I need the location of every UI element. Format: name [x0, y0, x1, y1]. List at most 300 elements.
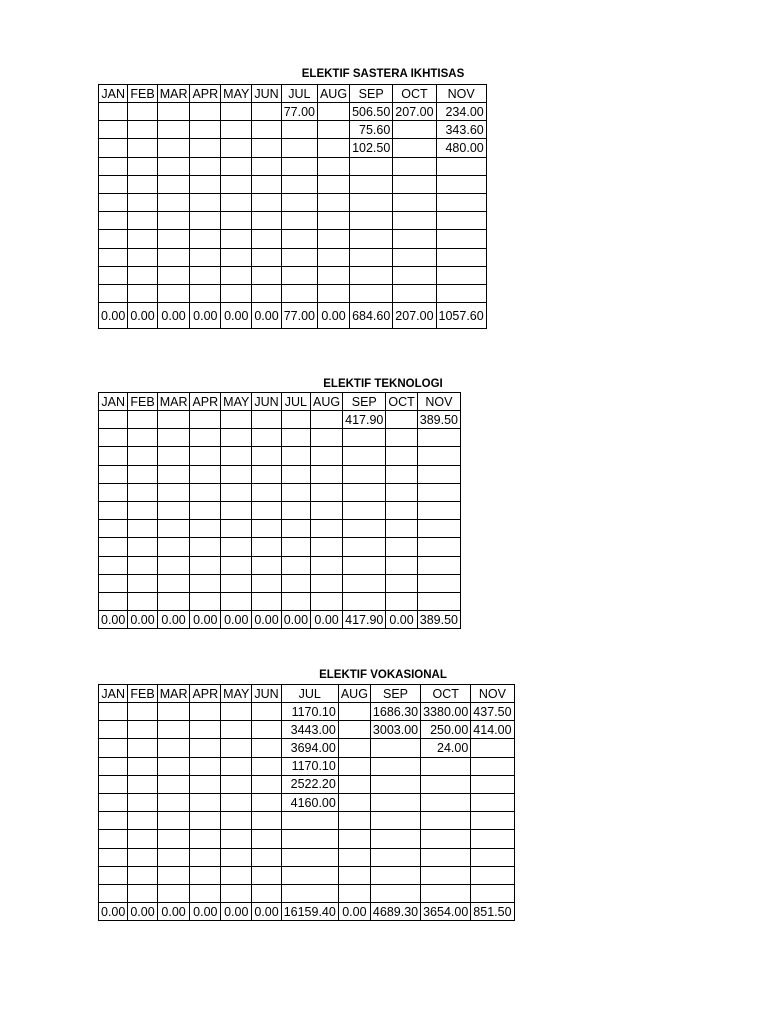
- table-cell: [221, 157, 252, 175]
- table-cell: [128, 230, 157, 248]
- table-cell: [128, 848, 157, 866]
- table-cell: [393, 248, 436, 266]
- table-cell: [99, 848, 128, 866]
- table-cell: [252, 884, 281, 902]
- table-cell: [221, 284, 252, 302]
- table-cell: [471, 866, 514, 884]
- table-cell: [252, 848, 281, 866]
- table-cell: [252, 501, 281, 519]
- table-cell: [417, 520, 460, 538]
- table-cell: [157, 848, 190, 866]
- table-cell: [252, 411, 281, 429]
- table-cell: [343, 465, 386, 483]
- table-cell: [128, 284, 157, 302]
- table-cell: [417, 465, 460, 483]
- table-cell: [190, 139, 221, 157]
- table-cell: [311, 429, 343, 447]
- table-cell: [252, 757, 281, 775]
- table-cell: [99, 284, 128, 302]
- table-cell: [128, 574, 157, 592]
- table-cell: [252, 103, 281, 121]
- column-header-apr: APR: [190, 685, 221, 703]
- table-cell: [99, 266, 128, 284]
- table-cell: 207.00: [393, 103, 436, 121]
- table-cell: [221, 501, 252, 519]
- total-cell: 0.00: [157, 303, 190, 329]
- column-header-jan: JAN: [99, 393, 128, 411]
- table-cell: [157, 139, 190, 157]
- table-cell: [436, 175, 486, 193]
- table-cell: [370, 830, 420, 848]
- table-cell: [393, 284, 436, 302]
- table-cell: [421, 830, 471, 848]
- column-header-apr: APR: [190, 393, 221, 411]
- table-cell: [421, 866, 471, 884]
- table-cell: [386, 520, 417, 538]
- table-cell: [157, 793, 190, 811]
- total-cell: 0.00: [252, 303, 281, 329]
- column-header-sep: SEP: [350, 85, 393, 103]
- table-cell: [281, 157, 317, 175]
- table-cell: [417, 574, 460, 592]
- table-cell: [157, 830, 190, 848]
- table-cell: [157, 520, 190, 538]
- table-cell: [393, 157, 436, 175]
- table-cell: [190, 775, 221, 793]
- table-cell: [157, 721, 190, 739]
- total-cell: 389.50: [417, 611, 460, 629]
- table-cell: [190, 175, 221, 193]
- table-cell: [190, 483, 221, 501]
- table-cell: [338, 812, 370, 830]
- table-cell: [221, 139, 252, 157]
- table-cell: [99, 739, 128, 757]
- table-cell: 3443.00: [281, 721, 338, 739]
- table-cell: [99, 775, 128, 793]
- table-cell: [128, 248, 157, 266]
- table-cell: [436, 248, 486, 266]
- table-cell: [338, 739, 370, 757]
- table-cell: [421, 812, 471, 830]
- table-cell: [317, 266, 349, 284]
- table-cell: [393, 139, 436, 157]
- table-cell: [343, 538, 386, 556]
- column-header-jan: JAN: [99, 85, 128, 103]
- table-cell: 414.00: [471, 721, 514, 739]
- table-cell: [190, 447, 221, 465]
- table-cell: 1686.30: [370, 703, 420, 721]
- table-cell: [393, 230, 436, 248]
- table-cell: [281, 230, 317, 248]
- total-cell: 77.00: [281, 303, 317, 329]
- table-cell: 480.00: [436, 139, 486, 157]
- table-cell: 1170.10: [281, 757, 338, 775]
- header-row: [99, 393, 461, 411]
- table-cell: [190, 212, 221, 230]
- table-cell: [190, 121, 221, 139]
- table-cell: 343.60: [436, 121, 486, 139]
- table-cell: 506.50: [350, 103, 393, 121]
- table-cell: 3003.00: [370, 721, 420, 739]
- total-cell: 0.00: [311, 611, 343, 629]
- table-cell: [99, 830, 128, 848]
- table-cell: [157, 501, 190, 519]
- table-row: [99, 556, 461, 574]
- table-cell: [190, 411, 221, 429]
- table-cell: [99, 812, 128, 830]
- total-cell: 16159.40: [281, 903, 338, 921]
- column-header-nov: NOV: [471, 685, 514, 703]
- table-cell: [317, 212, 349, 230]
- table-cell: [393, 175, 436, 193]
- table-cell: [421, 884, 471, 902]
- table-cell: [281, 538, 310, 556]
- table-cell: [317, 175, 349, 193]
- table-cell: [99, 230, 128, 248]
- table-cell: [252, 538, 281, 556]
- table-cell: [128, 775, 157, 793]
- table-cell: [386, 429, 417, 447]
- table-cell: [99, 884, 128, 902]
- table-cell: [338, 830, 370, 848]
- table-cell: [252, 212, 281, 230]
- table-cell: [190, 266, 221, 284]
- table-cell: 2522.20: [281, 775, 338, 793]
- table-cell: [221, 812, 252, 830]
- table-cell: [281, 592, 310, 610]
- table-cell: [338, 757, 370, 775]
- table-cell: [317, 193, 349, 211]
- table-row: [99, 703, 515, 721]
- table-cell: [436, 193, 486, 211]
- table-cell: 437.50: [471, 703, 514, 721]
- table-cell: [128, 812, 157, 830]
- total-cell: 0.00: [157, 903, 190, 921]
- table-cell: [221, 520, 252, 538]
- table-cell: [221, 465, 252, 483]
- total-cell: 0.00: [128, 303, 157, 329]
- table-cell: [99, 556, 128, 574]
- table-cell: [343, 447, 386, 465]
- table-cell: [99, 175, 128, 193]
- table-cell: [221, 866, 252, 884]
- table-cell: [157, 230, 190, 248]
- total-cell: 0.00: [252, 611, 281, 629]
- table-cell: [128, 139, 157, 157]
- table-cell: [421, 757, 471, 775]
- table-cell: [281, 830, 338, 848]
- table-cell: [311, 538, 343, 556]
- table-title: ELEKTIF TEKNOLOGI: [323, 378, 443, 390]
- column-header-oct: OCT: [386, 393, 417, 411]
- table-cell: [190, 703, 221, 721]
- total-cell: 0.00: [99, 903, 128, 921]
- table-cell: [157, 465, 190, 483]
- table-cell: [252, 465, 281, 483]
- table-cell: [317, 139, 349, 157]
- table-cell: [417, 447, 460, 465]
- table-row: [99, 266, 487, 284]
- table-cell: [317, 157, 349, 175]
- table-cell: [343, 520, 386, 538]
- total-cell: 0.00: [99, 303, 128, 329]
- table-cell: [190, 538, 221, 556]
- table-row: [99, 103, 487, 121]
- table-row: [99, 193, 487, 211]
- table-cell: [350, 157, 393, 175]
- table-cell: [343, 556, 386, 574]
- table-cell: [311, 574, 343, 592]
- table-cell: [281, 866, 338, 884]
- table-cell: [190, 721, 221, 739]
- column-header-may: MAY: [221, 85, 252, 103]
- table-cell: [281, 884, 338, 902]
- table-cell: [471, 884, 514, 902]
- table-row: [99, 465, 461, 483]
- table-cell: [338, 848, 370, 866]
- table-cell: [471, 757, 514, 775]
- total-cell: 3654.00: [421, 903, 471, 921]
- table-cell: [128, 556, 157, 574]
- column-header-jul: JUL: [281, 393, 310, 411]
- table-cell: [386, 556, 417, 574]
- table-cell: [252, 230, 281, 248]
- table-cell: [252, 556, 281, 574]
- table-cell: [252, 429, 281, 447]
- table-cell: [317, 121, 349, 139]
- table-cell: [281, 520, 310, 538]
- column-header-aug: AUG: [317, 85, 349, 103]
- table-row: [99, 775, 515, 793]
- data-table: [98, 684, 515, 921]
- table-cell: [157, 193, 190, 211]
- table-cell: [128, 739, 157, 757]
- table-cell: [471, 830, 514, 848]
- table-cell: 234.00: [436, 103, 486, 121]
- table-row: [99, 411, 461, 429]
- table-cell: [99, 447, 128, 465]
- table-cell: [252, 157, 281, 175]
- table-cell: [221, 884, 252, 902]
- table-cell: [417, 538, 460, 556]
- table-cell: [128, 703, 157, 721]
- table-cell: [99, 703, 128, 721]
- total-cell: 0.00: [281, 611, 310, 629]
- table-cell: [157, 556, 190, 574]
- table-cell: [311, 483, 343, 501]
- column-header-oct: OCT: [421, 685, 471, 703]
- table-cell: [128, 193, 157, 211]
- table-cell: [128, 103, 157, 121]
- table-cell: [281, 501, 310, 519]
- table-cell: [221, 574, 252, 592]
- table-row: [99, 793, 515, 811]
- table-cell: [436, 157, 486, 175]
- table-cell: [252, 193, 281, 211]
- column-header-may: MAY: [221, 393, 252, 411]
- table-cell: [350, 175, 393, 193]
- table-row: [99, 866, 515, 884]
- table-cell: [370, 793, 420, 811]
- table-cell: [386, 538, 417, 556]
- table-cell: [221, 483, 252, 501]
- table-cell: [221, 703, 252, 721]
- table-cell: [221, 193, 252, 211]
- table-cell: [417, 592, 460, 610]
- column-header-feb: FEB: [128, 393, 157, 411]
- table-cell: [128, 501, 157, 519]
- table-cell: [386, 411, 417, 429]
- table-cell: [190, 520, 221, 538]
- table-cell: [221, 103, 252, 121]
- table-cell: [370, 739, 420, 757]
- table-cell: [471, 793, 514, 811]
- table-cell: [386, 592, 417, 610]
- table-cell: [281, 248, 317, 266]
- table-cell: [343, 429, 386, 447]
- table-cell: [221, 175, 252, 193]
- table-cell: [252, 830, 281, 848]
- table-cell: 77.00: [281, 103, 317, 121]
- table-cell: [350, 193, 393, 211]
- table-row: [99, 830, 515, 848]
- total-cell: 4689.30: [370, 903, 420, 921]
- table-cell: [436, 230, 486, 248]
- table-cell: [221, 212, 252, 230]
- table-cell: [128, 121, 157, 139]
- table-cell: [221, 793, 252, 811]
- totals-row: [99, 303, 487, 329]
- table-cell: [99, 121, 128, 139]
- table-cell: [471, 848, 514, 866]
- table-cell: [338, 703, 370, 721]
- table-cell: [421, 848, 471, 866]
- table-cell: [190, 284, 221, 302]
- table-cell: [281, 429, 310, 447]
- table-row: [99, 483, 461, 501]
- table-cell: [157, 884, 190, 902]
- total-cell: 684.60: [350, 303, 393, 329]
- table-cell: [190, 574, 221, 592]
- table-cell: [350, 230, 393, 248]
- header-row: [99, 85, 487, 103]
- table-cell: [281, 411, 310, 429]
- table-cell: [221, 830, 252, 848]
- table-cell: [252, 574, 281, 592]
- table-cell: [317, 284, 349, 302]
- table-cell: [99, 592, 128, 610]
- column-header-feb: FEB: [128, 685, 157, 703]
- total-cell: 1057.60: [436, 303, 486, 329]
- column-header-oct: OCT: [393, 85, 436, 103]
- table-cell: [281, 212, 317, 230]
- table-cell: [99, 793, 128, 811]
- table-cell: [436, 212, 486, 230]
- column-header-apr: APR: [190, 85, 221, 103]
- total-cell: 0.00: [386, 611, 417, 629]
- table-cell: [157, 212, 190, 230]
- table-cell: [157, 248, 190, 266]
- table-cell: 389.50: [417, 411, 460, 429]
- header-row: [99, 685, 515, 703]
- table-cell: [436, 284, 486, 302]
- table-cell: [311, 447, 343, 465]
- table-row: [99, 812, 515, 830]
- table-cell: [190, 884, 221, 902]
- table-cell: [311, 411, 343, 429]
- table-cell: [190, 230, 221, 248]
- table-row: [99, 230, 487, 248]
- table-cell: [190, 793, 221, 811]
- table-cell: [281, 465, 310, 483]
- table-cell: [221, 757, 252, 775]
- table-cell: [350, 284, 393, 302]
- table-cell: [252, 139, 281, 157]
- column-header-may: MAY: [221, 685, 252, 703]
- table-cell: [99, 103, 128, 121]
- table-cell: [281, 812, 338, 830]
- table-cell: [157, 411, 190, 429]
- table-row: [99, 538, 461, 556]
- total-cell: 0.00: [221, 303, 252, 329]
- table-cell: [221, 230, 252, 248]
- table-row: [99, 757, 515, 775]
- table-cell: [157, 592, 190, 610]
- table-cell: [221, 429, 252, 447]
- table-row: [99, 212, 487, 230]
- table-row: [99, 447, 461, 465]
- table-cell: [128, 157, 157, 175]
- table-cell: [157, 284, 190, 302]
- total-cell: 0.00: [128, 611, 157, 629]
- column-header-mar: MAR: [157, 685, 190, 703]
- table-cell: [128, 447, 157, 465]
- total-cell: 0.00: [338, 903, 370, 921]
- table-cell: [128, 884, 157, 902]
- total-cell: 0.00: [157, 611, 190, 629]
- table-cell: [221, 848, 252, 866]
- table-cell: [157, 447, 190, 465]
- table-cell: [128, 830, 157, 848]
- table-cell: [252, 866, 281, 884]
- table-cell: [157, 429, 190, 447]
- table-cell: [281, 121, 317, 139]
- table-cell: [128, 212, 157, 230]
- table-row: [99, 721, 515, 739]
- table-cell: [311, 556, 343, 574]
- table-cell: [252, 483, 281, 501]
- table-cell: [386, 501, 417, 519]
- table-cell: [317, 230, 349, 248]
- table-cell: [99, 520, 128, 538]
- table-cell: [99, 574, 128, 592]
- table-cell: [436, 266, 486, 284]
- table-row: [99, 574, 461, 592]
- table-cell: [190, 465, 221, 483]
- table-cell: [128, 429, 157, 447]
- table-cell: [99, 248, 128, 266]
- table-cell: 102.50: [350, 139, 393, 157]
- table-cell: [128, 465, 157, 483]
- table-cell: [343, 592, 386, 610]
- table-cell: [252, 175, 281, 193]
- column-header-aug: AUG: [311, 393, 343, 411]
- table-cell: [252, 592, 281, 610]
- table-row: [99, 429, 461, 447]
- table-cell: [99, 866, 128, 884]
- table-cell: [343, 574, 386, 592]
- table-cell: [393, 121, 436, 139]
